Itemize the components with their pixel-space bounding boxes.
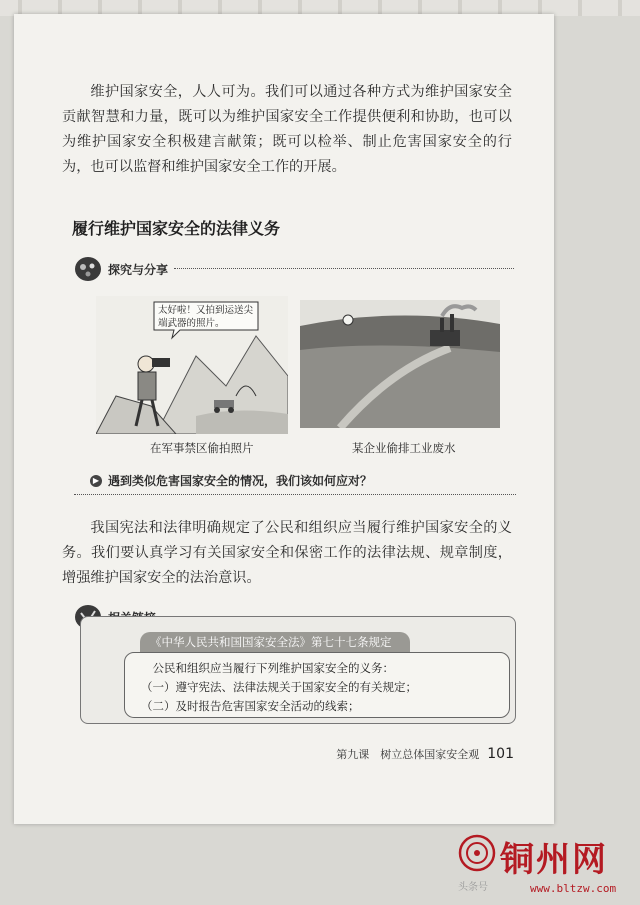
law-line-3: （二）及时报告危害国家安全活动的线索； bbox=[141, 699, 360, 713]
factory-illustration bbox=[300, 300, 500, 428]
chapter-title: 第九课 树立总体国家安全观 bbox=[336, 748, 480, 761]
seal-logo-icon bbox=[458, 834, 496, 872]
watermark-site-name: 铜州网 bbox=[500, 840, 608, 880]
page-footer bbox=[336, 746, 514, 762]
watermark-url: www.bltzw.com bbox=[530, 882, 617, 895]
dotted-divider bbox=[174, 268, 514, 269]
section-heading: 履行维护国家安全的法律义务 bbox=[72, 219, 281, 238]
law-excerpt-card bbox=[124, 652, 510, 718]
speech-bubble-text: 太好啦！又拍到运送尖端武器的照片。 bbox=[158, 305, 254, 329]
law-line-1: 公民和组织应当履行下列维护国家安全的义务： bbox=[152, 661, 394, 675]
explore-share-bar bbox=[74, 256, 514, 282]
constitution-paragraph: 我国宪法和法律明确规定了公民和组织应当履行维护国家安全的义务。我们要认真学习有关国家安全和保密工作的法律法规、规章制度，增强维护国家安全的法治意识。 bbox=[62, 520, 512, 586]
discussion-question bbox=[90, 472, 372, 489]
page-number: 101 bbox=[487, 746, 514, 762]
law-line-2: （一）遵守宪法、法律法规关于国家安全的有关规定； bbox=[141, 680, 417, 694]
dotted-divider-bottom bbox=[74, 494, 516, 495]
explore-badge-icon bbox=[74, 256, 102, 282]
explore-share-label: 探究与分享 bbox=[108, 263, 169, 277]
law-title-tab: 《中华人民共和国国家安全法》第七十七条规定 bbox=[140, 632, 410, 652]
site-watermark bbox=[430, 828, 640, 905]
caption-right: 某企业偷排工业废水 bbox=[352, 441, 456, 455]
intro-paragraph: 维护国家安全，人人可为。我们可以通过各种方式为维护国家安全贡献智慧和力量，既可以为维护国家安全工作提供便利和协助，也可以为维护国家安全积极建言献策；既可以检举、制止危害国家安全的行为，也可以监督和维护国家安全工作的开展。 bbox=[62, 84, 512, 175]
play-arrow-icon: ▶ bbox=[90, 475, 102, 487]
caption-left: 在军事禁区偷拍照片 bbox=[150, 441, 254, 455]
question-text: 遇到类似危害国家安全的情况，我们该如何应对？ bbox=[108, 474, 373, 488]
watermark-small-text: 头条号 bbox=[458, 882, 488, 893]
